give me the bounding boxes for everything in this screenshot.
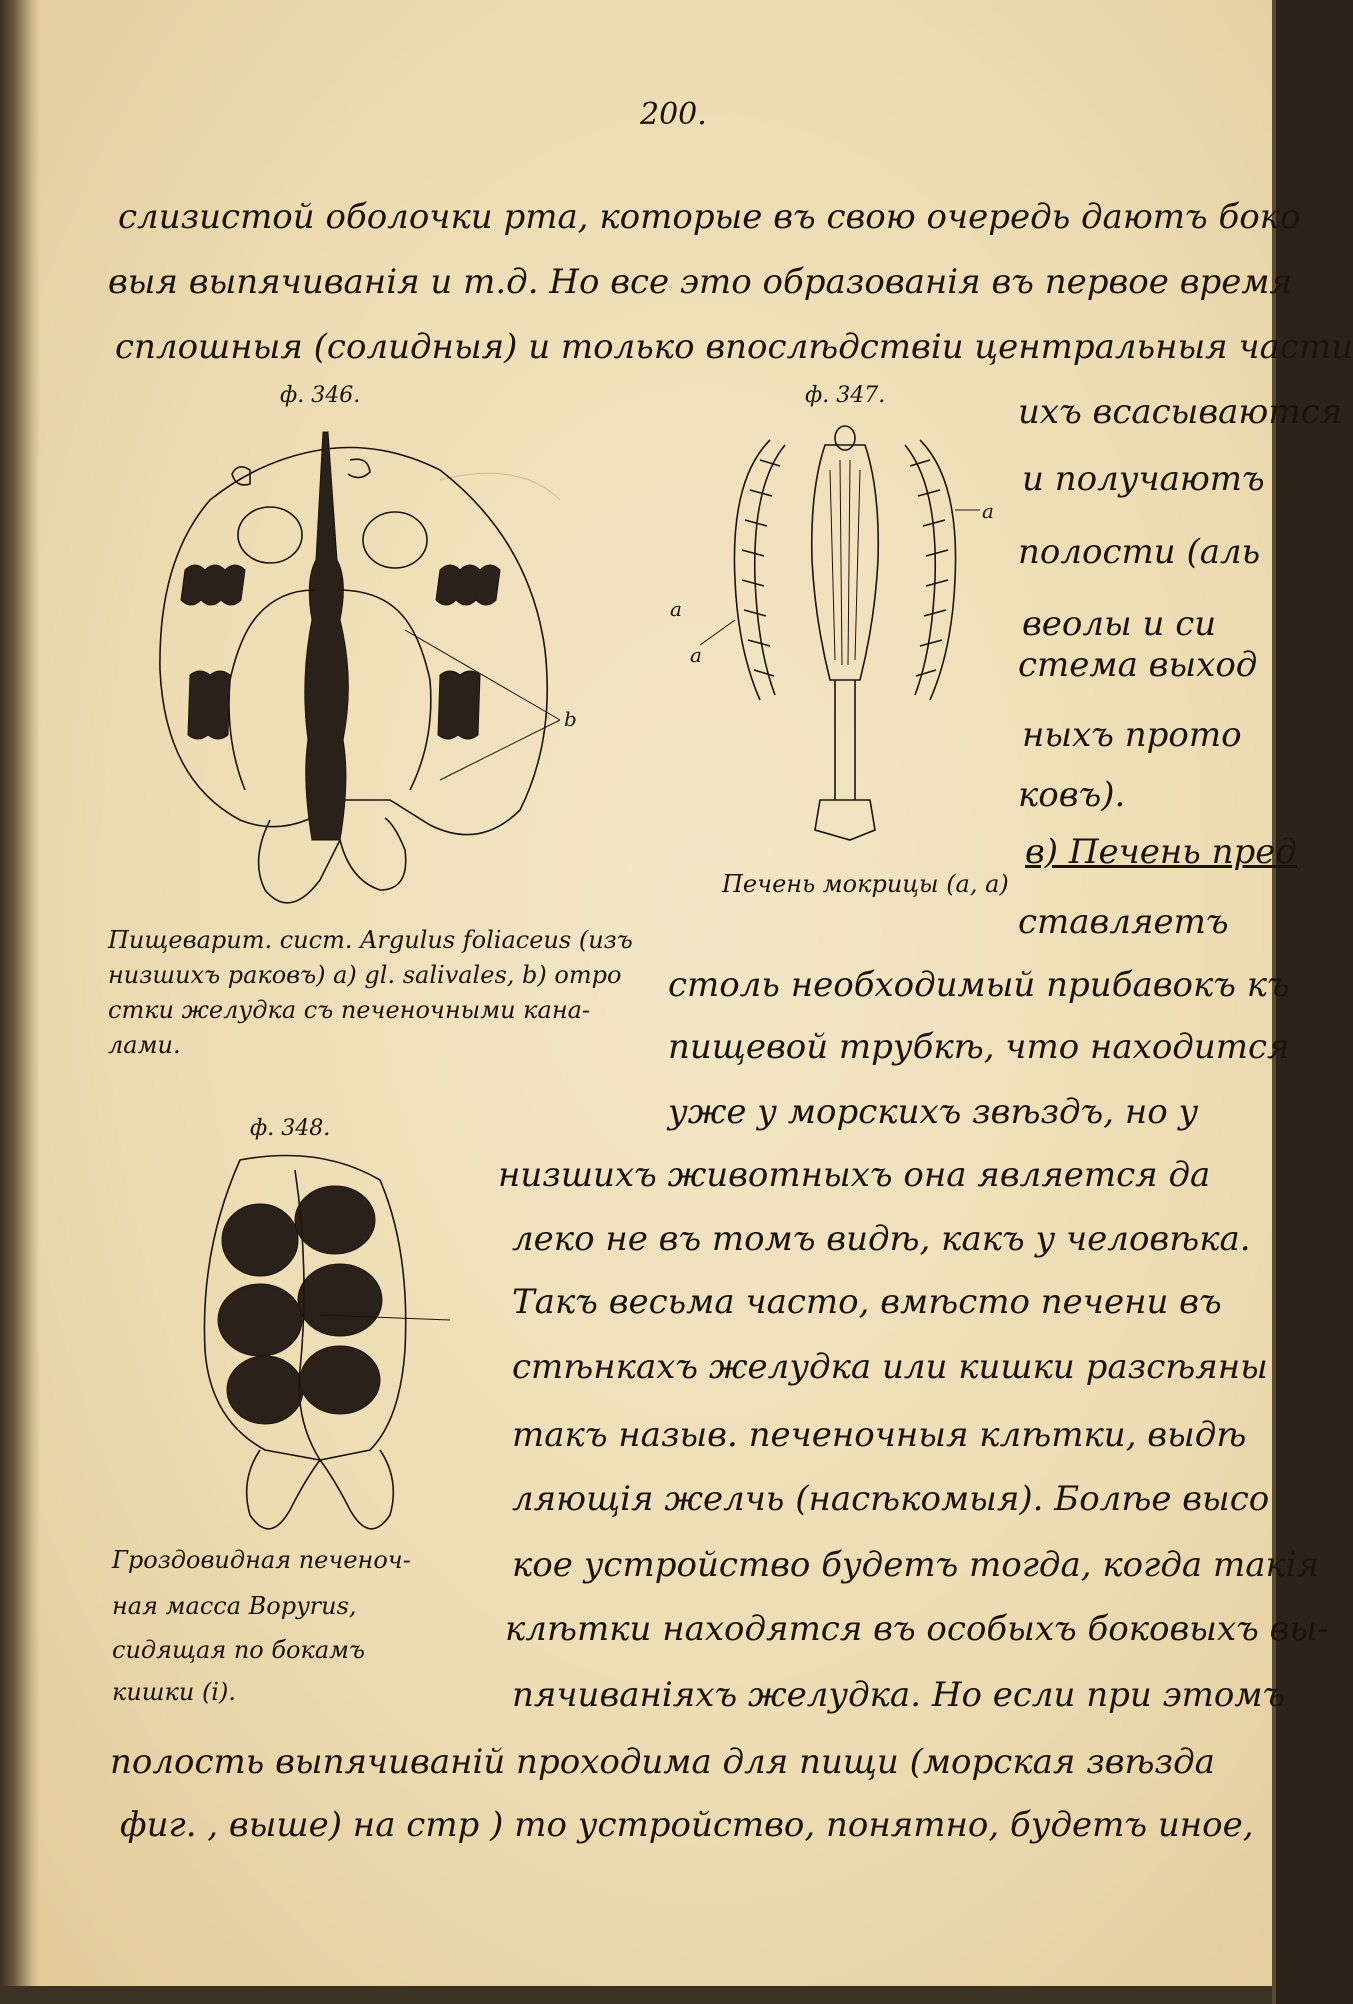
text-line: выя выпячиванiя и т.д. Но все это образованiя въ первое время (108, 262, 1293, 302)
text-line: низшихъ животныхъ она является да (498, 1155, 1211, 1195)
tail-appendages (247, 1450, 394, 1529)
pointer-line-a-left (700, 620, 735, 645)
right-liver-tube-ridges (910, 460, 948, 676)
text-line: ставляетъ (1018, 902, 1229, 942)
figure-346-caption: лами. (108, 1031, 181, 1059)
figure-348-caption: кишки (i). (112, 1678, 236, 1706)
marker-a-left-lower: a (690, 643, 702, 667)
figure-346-caption: низшихъ раковъ) а) gl. salivales, b) отро (108, 961, 622, 989)
figure-346-caption: Пищеварит. сист. Argulus foliaceus (изъ (108, 926, 633, 954)
hepatic-branch-right-upper (436, 565, 500, 605)
book-binding (0, 0, 40, 2004)
text-line: и получаютъ (1022, 459, 1265, 499)
figure-348-drawing (170, 1150, 470, 1550)
figure-347-label: ф. 347. (805, 383, 886, 408)
marker-a-right: a (982, 499, 994, 523)
stomach (812, 445, 878, 680)
hepatic-branch-left-upper (181, 565, 245, 605)
text-line: веолы и си (1022, 604, 1217, 644)
text-line: в) Печень пред (1025, 832, 1297, 872)
text-line: стѣнкахъ желудка или кишки разсѣяны (512, 1347, 1268, 1387)
text-line: такъ назыв. печеночныя клѣтки, выдѣ (512, 1415, 1247, 1455)
figure-346-drawing (140, 420, 580, 940)
figure-347-drawing (670, 420, 1020, 860)
figure-348-caption: сидящая по бокамъ (112, 1636, 366, 1664)
text-line: леко не въ томъ видѣ, какъ у человѣка. (512, 1219, 1251, 1259)
gut-wing-right (338, 590, 431, 790)
stomach-striations (830, 460, 860, 665)
marker-a-left-upper: a (670, 597, 682, 621)
figure-348-label: ф. 348. (250, 1116, 331, 1141)
figure-348-caption: ная масса Bopyrus, (112, 1592, 357, 1620)
hepatic-branch-left-lower (188, 671, 230, 739)
text-line: ковъ). (1018, 775, 1126, 815)
gut-wing-left (229, 590, 315, 790)
text-line: сплошныя (солидныя) и только впослѣдствiи центральныя части (115, 327, 1353, 367)
text-line: Такъ весьма часто, вмѣсто печени въ (512, 1282, 1222, 1322)
text-line: ныхъ прото (1022, 715, 1242, 755)
text-line: полость выпячиванiй проходима для пищи (морская звѣзда (110, 1742, 1215, 1782)
figure-346-label: ф. 346. (280, 383, 361, 408)
text-line: столь необходимый прибавокъ къ (668, 965, 1290, 1005)
figure-347-caption: Печень мокрицы (a, a) (722, 870, 1009, 898)
text-line: уже у морскихъ звѣздъ, но у (668, 1092, 1199, 1132)
text-line: клѣтки находятся въ особыхъ боковыхъ вы- (505, 1609, 1329, 1649)
figure-348-caption: Гроздовидная печеноч- (112, 1546, 411, 1574)
right-sucker (348, 459, 370, 477)
rectum (815, 800, 875, 840)
right-eye-ring (363, 512, 427, 568)
right-liver-tube-inner (905, 445, 935, 695)
marker-b: b (564, 707, 577, 731)
text-line: ляющiя желчь (насѣкомыя). Болѣе высо (512, 1479, 1270, 1519)
page-number: 200. (640, 97, 707, 132)
gut-tube (305, 432, 349, 840)
hepatic-branch-right-lower (438, 671, 480, 739)
figure-346-caption: стки желудка съ печеночными кана- (108, 996, 591, 1024)
text-line: кое устройство будетъ тогда, когда такiя (512, 1545, 1320, 1585)
oesophagus-knob (835, 426, 855, 450)
left-liver-tube-ridges (742, 460, 780, 676)
text-line: фиг. , выше) на стр ) то устройство, понятно, будетъ иное, (120, 1805, 1254, 1845)
text-line: ихъ всасываются (1018, 392, 1343, 432)
text-line: слизистой оболочки рта, которые въ свою очередь даютъ боко (118, 197, 1301, 237)
intestine (835, 680, 855, 800)
left-liver-tube-inner (755, 445, 785, 695)
text-line: пищевой трубкѣ, что находится (668, 1027, 1290, 1067)
carapace-outline (160, 448, 547, 835)
faint-background-sketch (440, 473, 560, 500)
text-line: пячиванiяхъ желудка. Но если при этомъ (512, 1675, 1286, 1715)
liver-grape-clusters (218, 1186, 382, 1424)
pointer-line-b (405, 630, 560, 780)
page-bottom-edge (0, 1986, 1276, 2004)
text-line: полости (аль (1018, 532, 1261, 572)
left-eye-ring (238, 507, 302, 563)
text-line: стема выход (1018, 645, 1258, 685)
